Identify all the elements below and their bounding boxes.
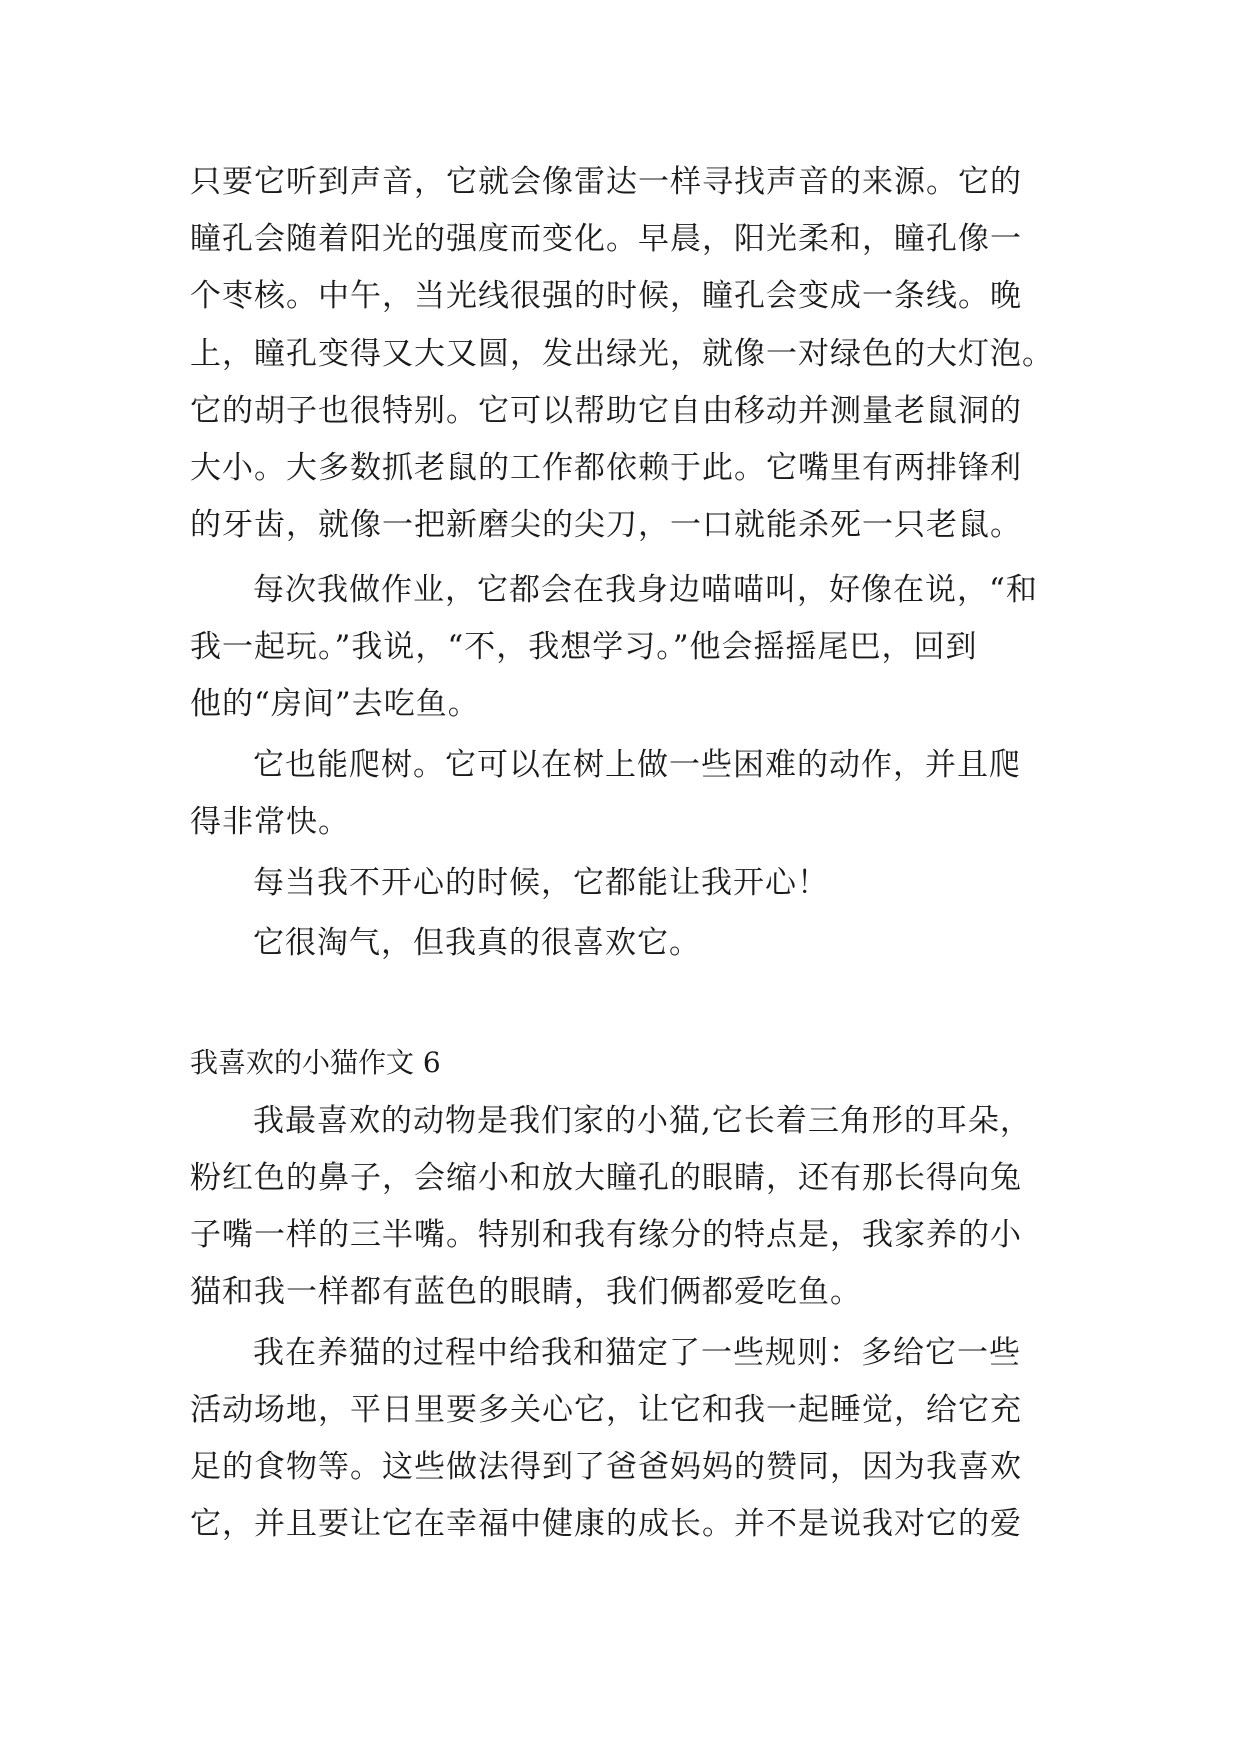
text-line: 得非常快。 xyxy=(190,804,350,840)
text-line: 粉红色的鼻子，会缩小和放大瞳孔的眼睛，还有那长得向兔 xyxy=(190,1160,1022,1196)
text-line: 每当我不开心的时候，它都能让我开心！ xyxy=(253,865,829,901)
text-line: 瞳孔会随着阳光的强度而变化。早晨，阳光柔和，瞳孔像一 xyxy=(190,221,1022,257)
text-line: 子嘴一样的三半嘴。特别和我有缘分的特点是，我家养的小 xyxy=(190,1217,1022,1253)
text-line: 上，瞳孔变得又大又圆，发出绿光，就像一对绿色的大灯泡。 xyxy=(190,336,1054,372)
text-line: 足的食物等。这些做法得到了爸爸妈妈的赞同，因为我喜欢 xyxy=(190,1449,1022,1485)
text-line: 个枣核。中午，当光线很强的时候，瞳孔会变成一条线。晚 xyxy=(190,278,1022,314)
text-line: 的牙齿，就像一把新磨尖的尖刀，一口就能杀死一只老鼠。 xyxy=(190,507,1022,543)
text-line: 它，并且要让它在幸福中健康的成长。并不是说我对它的爱 xyxy=(190,1506,1022,1542)
text-line: 大小。大多数抓老鼠的工作都依赖于此。它嘴里有两排锋利 xyxy=(190,450,1022,486)
text-line: 它也能爬树。它可以在树上做一些困难的动作，并且爬 xyxy=(253,747,1021,783)
section-title: 我喜欢的小猫作文 6 xyxy=(190,1046,441,1079)
text-line: 我最喜欢的动物是我们家的小猫,它长着三角形的耳朵， xyxy=(253,1103,1032,1139)
text-line: 它的胡子也很特别。它可以帮助它自由移动并测量老鼠洞的 xyxy=(190,393,1022,429)
text-line: 我一起玩。”我说，“不，我想学习。”他会摇摇尾巴，回到 xyxy=(190,629,978,665)
text-line: 我在养猫的过程中给我和猫定了一些规则：多给它一些 xyxy=(253,1335,1021,1371)
text-line: 他的“房间”去吃鱼。 xyxy=(190,686,480,722)
text-line: 它很淘气，但我真的很喜欢它。 xyxy=(253,925,701,961)
text-line: 每次我做作业，它都会在我身边喵喵叫，好像在说，“和 xyxy=(253,572,1038,608)
text-line: 猫和我一样都有蓝色的眼睛，我们俩都爱吃鱼。 xyxy=(190,1274,862,1310)
text-line: 活动场地，平日里要多关心它，让它和我一起睡觉，给它充 xyxy=(190,1392,1022,1428)
text-line: 只要它听到声音，它就会像雷达一样寻找声音的来源。它的 xyxy=(190,164,1022,200)
